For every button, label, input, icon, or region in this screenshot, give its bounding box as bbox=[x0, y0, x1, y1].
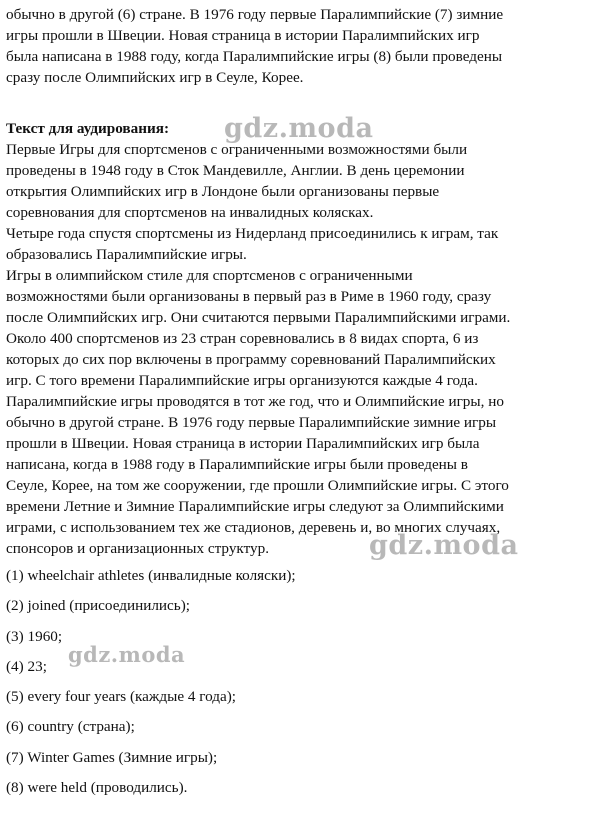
text-line: Сеуле, Корее, на том же сооружении, где прошли Олимпийские игры. С этого bbox=[6, 477, 509, 494]
watermark: gdz.moda bbox=[68, 642, 186, 667]
text-line: прошли в Швеции. Новая страница в истории Паралимпийских игр была bbox=[6, 435, 480, 452]
text-line: Игры в олимпийском стиле для спортсменов с ограниченными bbox=[6, 267, 413, 284]
answer-item-2: (2) joined (присоединились); bbox=[6, 597, 190, 615]
top-paragraph bbox=[6, 4, 594, 88]
text-line: игр. С того времени Паралимпийские игры организуются каждые 4 года. bbox=[6, 372, 478, 389]
text-line: времени Летние и Зимние Паралимпийские игры следуют за Олимпийскими bbox=[6, 498, 504, 515]
answer-item-3: (3) 1960; bbox=[6, 627, 63, 645]
text-line: обычно в другой стране. В 1976 году первые Паралимпийские зимние игры bbox=[6, 414, 497, 431]
text-line: проведены в 1948 году в Сток Мандевилле, Англии. В день церемонии bbox=[6, 162, 465, 179]
text-line: Около 400 спортсменов из 23 стран соревновались в 8 видах спорта, 6 из bbox=[6, 330, 479, 347]
listening-text bbox=[6, 139, 594, 559]
watermark: gdz.moda bbox=[224, 113, 374, 144]
text-line: возможностями были организованы в первый раз в Риме в 1960 году, сразу bbox=[6, 288, 492, 305]
text-line: образовались Паралимпийские игры. bbox=[6, 246, 247, 263]
text-line: написана, когда в 1988 году в Паралимпийские игры были проведены в bbox=[6, 456, 468, 473]
answer-item-5: (5) every four years (каждые 4 года); bbox=[6, 688, 237, 706]
text-line: после Олимпийских игр. Они считаются первыми Паралимпийскими играми. bbox=[6, 309, 511, 326]
text-line: Первые Игры для спортсменов с ограниченными возможностями были bbox=[6, 141, 468, 158]
answer-item-7: (7) Winter Games (Зимние игры); bbox=[6, 748, 218, 766]
text-line: сразу после Олимпийских игр в Сеуле, Корее. bbox=[6, 69, 304, 86]
watermark: gdz.moda bbox=[369, 530, 519, 561]
answer-item-1: (1) wheelchair athletes (инвалидные коляски); bbox=[6, 567, 296, 584]
text-line: Четыре года спустя спортсмены из Нидерланд присоединились к играм, так bbox=[6, 225, 499, 242]
answer-item-4: (4) 23; bbox=[6, 657, 47, 675]
text-line: спонсоров и организационных структур. bbox=[6, 540, 270, 557]
answer-item-8: (8) were held (проводились). bbox=[6, 779, 188, 797]
text-line: открытия Олимпийских игр в Лондоне были организованы первые bbox=[6, 183, 440, 200]
text-line: игры прошли в Швеции. Новая страница в истории Паралимпийских игр bbox=[6, 27, 480, 44]
answer-item-6: (6) country (страна); bbox=[6, 718, 135, 736]
text-line: Паралимпийские игры проводятся в тот же год, что и Олимпийские игры, но bbox=[6, 393, 504, 410]
text-line: играми, с использованием тех же стадионов, деревень и, во многих случаях, bbox=[6, 519, 501, 536]
text-line: была написана в 1988 году, когда Паралимпийские игры (8) были проведены bbox=[6, 48, 503, 65]
text-line: которых до сих пор включены в программу соревнований Паралимпийских bbox=[6, 351, 496, 368]
answer-list bbox=[6, 565, 594, 807]
section-title: Текст для аудирования: bbox=[6, 120, 170, 137]
text-line: обычно в другой (6) стране. В 1976 году первые Паралимпийские (7) зимние bbox=[6, 6, 504, 23]
text-line: соревнования для спортсменов на инвалидных колясках. bbox=[6, 204, 374, 221]
